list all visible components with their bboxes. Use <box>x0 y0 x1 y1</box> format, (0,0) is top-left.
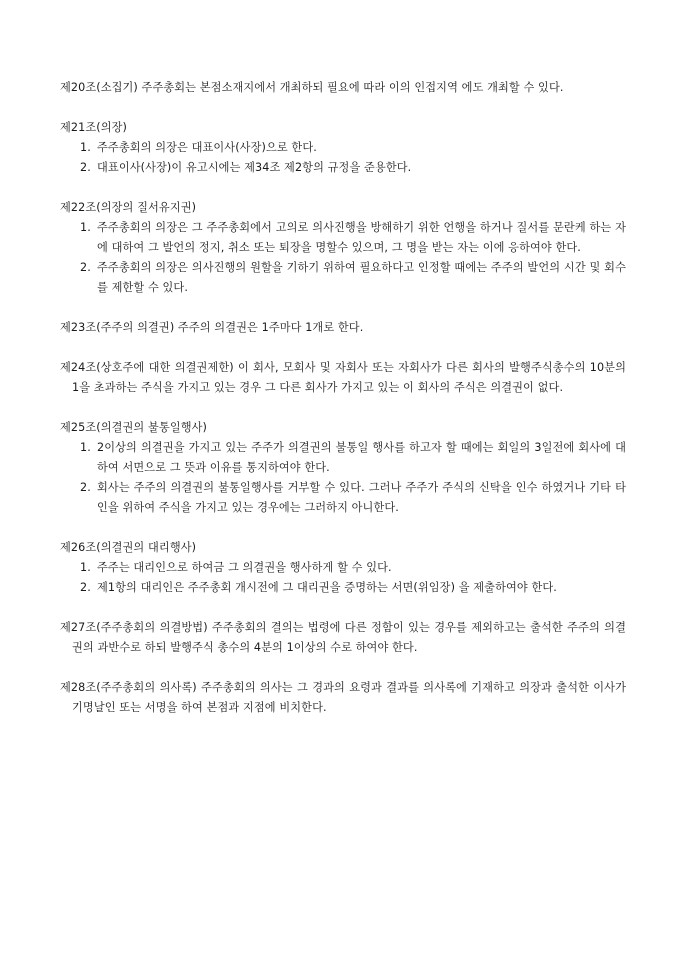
item-text: 주주는 대리인으로 하여금 그 의결권을 행사하게 할 수 있다. <box>97 561 392 574</box>
item-text: 대표이사(사장)이 유고시에는 제34조 제2항의 규정을 준용한다. <box>97 161 412 174</box>
article-text: 제27조(주주총회의 의결방법) 주주총회의 결의는 법령에 다른 정함이 있는 경우를 제외하고는 출석한 주주의 의결권의 과반수로 하되 발행주식 총수의 4분의 1이상의 수로 하여야 한다. <box>60 621 626 654</box>
item-number: 1. <box>80 221 91 234</box>
item-text: 2이상의 의결권을 가지고 있는 주주가 의결권의 불통일 행사를 하고자 할 때에는 회일의 3일전에 회사에 대하여 서면으로 그 뜻과 이유를 통지하여야 한다. <box>97 441 626 474</box>
article-item <box>60 138 626 158</box>
article-item <box>60 558 626 578</box>
article-text: 제24조(상호주에 대한 의결권제한) 이 회사, 모회사 및 자회사 또는 자회사가 다른 회사의 발행주식총수의 10분의 1을 초과하는 주식을 가지고 있는 경우 그 다른 회사가 가지고 있는 이 회사의 주식은 의결권이 없다. <box>60 361 626 394</box>
article-20 <box>60 78 626 98</box>
article-title: 제26조(의결권의 대리행사) <box>60 541 197 554</box>
article-text: 제23조(주주의 의결권) 주주의 의결권은 1주마다 1개로 한다. <box>60 321 364 334</box>
article-items <box>60 218 626 298</box>
article-item <box>60 218 626 258</box>
article-21 <box>60 118 626 178</box>
article-title: 제21조(의장) <box>60 121 127 134</box>
article-items <box>60 558 626 598</box>
item-text: 주주총회의 의장은 그 주주총회에서 고의로 의사진행을 방해하기 위한 언행을 하거나 질서를 문란케 하는 자에 대하여 그 발언의 정지, 취소 또는 퇴장을 명할수 있으며, 그 명을 받는 자는 이에 응하여야 한다. <box>97 221 626 254</box>
item-number: 1. <box>80 441 91 454</box>
item-number: 2. <box>80 481 91 494</box>
item-number: 1. <box>80 141 91 154</box>
article-title: 제25조(의결권의 불통일행사) <box>60 421 207 434</box>
item-number: 2. <box>80 261 91 274</box>
item-text: 주주총회의 의장은 의사진행의 원할을 기하기 위하여 필요하다고 인정할 때에는 주주의 발언의 시간 및 회수를 제한할 수 있다. <box>97 261 626 294</box>
item-number: 2. <box>80 161 91 174</box>
article-28 <box>60 678 626 718</box>
article-title: 제22조(의장의 질서유지권) <box>60 201 197 214</box>
item-number: 1. <box>80 561 91 574</box>
item-text: 주주총회의 의장은 대표이사(사장)으로 한다. <box>97 141 317 154</box>
document-page <box>60 78 626 738</box>
article-item <box>60 578 626 598</box>
article-item <box>60 158 626 178</box>
article-22 <box>60 198 626 298</box>
article-item <box>60 478 626 518</box>
article-24 <box>60 358 626 398</box>
article-item <box>60 258 626 298</box>
article-text: 제20조(소집기) 주주총회는 본점소재지에서 개최하되 필요에 따라 이의 인접지역 에도 개최할 수 있다. <box>60 81 564 94</box>
item-text: 회사는 주주의 의결권의 불통일행사를 거부할 수 있다. 그러나 주주가 주식의 신탁을 인수 하였거나 기타 타인을 위하여 주식을 가지고 있는 경우에는 그러하지 아니한다. <box>97 481 626 514</box>
item-number: 2. <box>80 581 91 594</box>
article-item <box>60 438 626 478</box>
article-text: 제28조(주주총회의 의사록) 주주총회의 의사는 그 경과의 요령과 결과를 의사록에 기재하고 의장과 출석한 이사가 기명날인 또는 서명을 하여 본점과 지점에 비치한다. <box>60 681 626 714</box>
item-text: 제1항의 대리인은 주주총회 개시전에 그 대리권을 증명하는 서면(위임장) 을 제출하여야 한다. <box>97 581 557 594</box>
article-items <box>60 438 626 518</box>
article-26 <box>60 538 626 598</box>
article-27 <box>60 618 626 658</box>
article-25 <box>60 418 626 518</box>
article-23 <box>60 318 626 338</box>
article-items <box>60 138 626 178</box>
